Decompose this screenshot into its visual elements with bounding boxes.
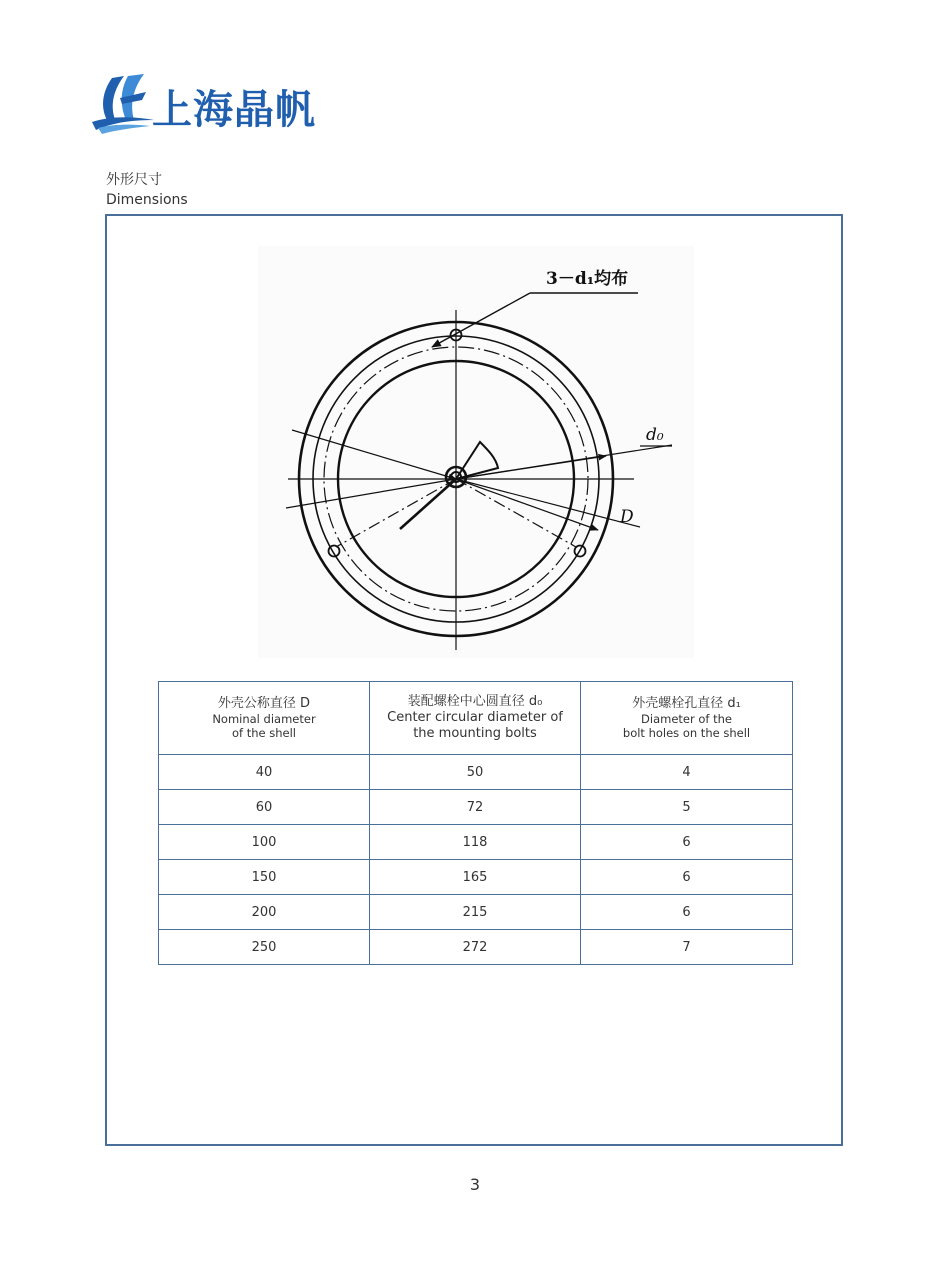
- cell-d1: 6: [581, 895, 793, 930]
- page-number: 3: [469, 1175, 481, 1194]
- dimension-drawing: [258, 246, 694, 658]
- cell-d1: 6: [581, 860, 793, 895]
- cell-D: 60: [159, 790, 370, 825]
- cell-d1: 4: [581, 755, 793, 790]
- cell-d0: 165: [370, 860, 581, 895]
- table-row: [159, 755, 793, 790]
- D-label: D: [620, 507, 634, 527]
- cell-d1: 7: [581, 930, 793, 965]
- cell-d0: 215: [370, 895, 581, 930]
- cell-D: 100: [159, 825, 370, 860]
- table-row: [159, 860, 793, 895]
- table-row: [159, 930, 793, 965]
- section-title-cn: 外形尺寸: [106, 172, 162, 188]
- cell-D: 250: [159, 930, 370, 965]
- cell-d0: 50: [370, 755, 581, 790]
- cell-d1: 6: [581, 825, 793, 860]
- header-nominal-diameter: 外壳公称直径 D Nominal diameter of the shell: [159, 682, 370, 755]
- table-row: [159, 895, 793, 930]
- cell-d1: 5: [581, 790, 793, 825]
- cell-d0: 118: [370, 825, 581, 860]
- company-logo: [90, 70, 340, 135]
- cell-D: 200: [159, 895, 370, 930]
- table-row: [159, 790, 793, 825]
- header-bolt-hole-diameter: 外壳螺栓孔直径 d₁ Diameter of the bolt holes on the shell: [581, 682, 793, 755]
- gauge-outline-drawing: [258, 246, 694, 658]
- sail-logo-icon: [90, 70, 156, 135]
- cell-d0: 72: [370, 790, 581, 825]
- section-title-en: Dimensions: [106, 192, 188, 208]
- d0-label: d₀: [646, 425, 664, 445]
- header-center-circle-diameter: 装配螺栓中心圆直径 d₀ Center circular diameter of the mounting bolts: [370, 682, 581, 755]
- brand-name: 上海晶帆: [152, 87, 316, 133]
- section-heading: [106, 170, 188, 210]
- table-row: [159, 825, 793, 860]
- table-header-row: [159, 682, 793, 755]
- cell-D: 40: [159, 755, 370, 790]
- dimensions-table: [158, 681, 793, 965]
- cell-d0: 272: [370, 930, 581, 965]
- holes-label: 3－d₁均布: [546, 269, 629, 289]
- cell-D: 150: [159, 860, 370, 895]
